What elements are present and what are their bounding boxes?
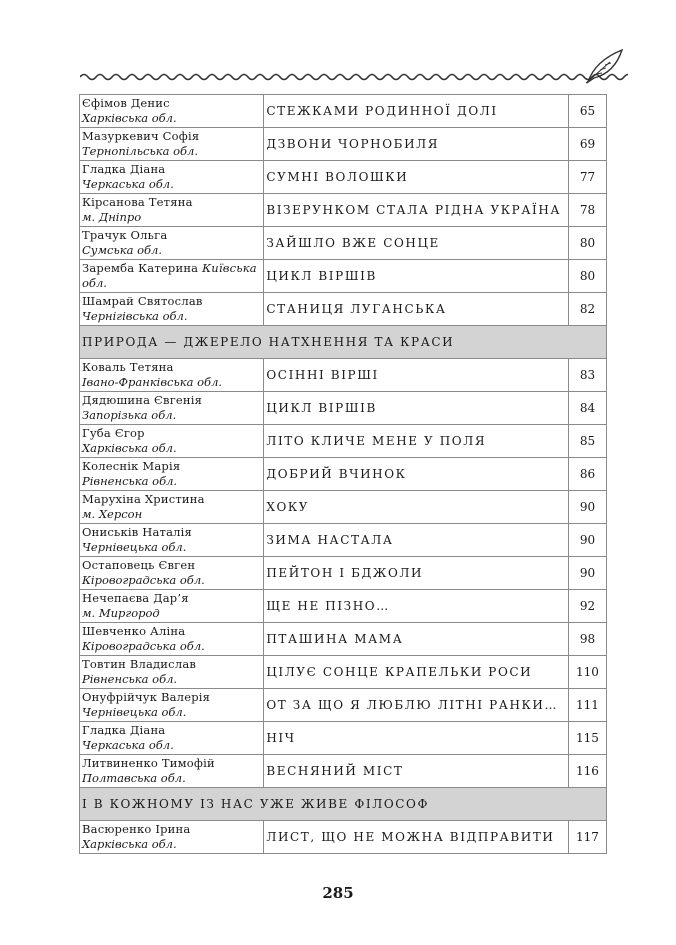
author-cell [80,722,264,755]
page-ref: 90 [568,524,606,557]
author-name [82,261,263,276]
author-name [82,195,263,210]
author-name-text: Нечепаєва Дар’я [82,591,189,605]
page-ref: 111 [568,689,606,722]
table-row [80,722,607,755]
author-region: Кіровоградська обл. [82,639,205,653]
author-name-text: Губа Єгор [82,426,145,440]
work-title: ВІЗЕРУНКОМ СТАЛА РІДНА УКРАЇНА [264,194,569,227]
table-row [80,161,607,194]
table-row [80,194,607,227]
author-region: Тернопільська обл. [82,144,199,158]
author-region: м. Миргород [82,606,160,620]
author-region: Чернігівська обл. [82,309,188,323]
wave-line [80,75,628,80]
author-cell [80,821,264,854]
author-cell [80,623,264,656]
author-name-text: Марухіна Христина [82,492,205,506]
author-name [82,294,263,309]
author-region: Сумська обл. [82,243,163,257]
author-cell [80,95,264,128]
author-name [82,129,263,144]
table-row [80,491,607,524]
author-region: Черкаська обл. [82,177,174,191]
section-heading: І В КОЖНОМУ ІЗ НАС УЖЕ ЖИВЕ ФІЛОСОФ [80,788,607,821]
work-title: ОТ ЗА ЩО Я ЛЮБЛЮ ЛІТНІ РАНКИ… [264,689,569,722]
section-heading-row [80,326,607,359]
table-row [80,95,607,128]
page-ref: 69 [568,128,606,161]
work-title: ЩЕ НЕ ПІЗНО… [264,590,569,623]
author-name [82,591,263,606]
page-ref: 90 [568,557,606,590]
page-ref: 83 [568,359,606,392]
table-row [80,656,607,689]
author-cell [80,590,264,623]
work-title: ОСІННІ ВІРШІ [264,359,569,392]
author-cell [80,557,264,590]
table-row [80,755,607,788]
author-region: Івано-Франківська обл. [82,375,223,389]
page-ref: 78 [568,194,606,227]
author-region: Запорізька обл. [82,408,177,422]
author-name [82,228,263,243]
author-region: Харківська обл. [82,441,177,455]
author-name-text: Трачук Ольга [82,228,168,242]
author-name [82,492,263,507]
table-row [80,590,607,623]
work-title: ЦИКЛ ВІРШІВ [264,260,569,293]
author-name-text: Шамрай Святослав [82,294,203,308]
author-region-start: Київська [202,261,257,275]
contents-table [79,94,607,854]
page-ref: 80 [568,260,606,293]
page-ref: 110 [568,656,606,689]
author-name-text: Коваль Тетяна [82,360,174,374]
author-cell [80,491,264,524]
author-cell [80,260,264,293]
author-region: Харківська обл. [82,837,177,851]
section-heading-row [80,788,607,821]
author-name-text: Єфімов Денис [82,96,170,110]
section-heading: ПРИРОДА — ДЖЕРЕЛО НАТХНЕННЯ ТА КРАСИ [80,326,607,359]
author-name [82,822,263,837]
page-ref: 117 [568,821,606,854]
author-cell [80,161,264,194]
page-ref: 84 [568,392,606,425]
table-row [80,425,607,458]
author-region: Кіровоградська обл. [82,573,205,587]
author-cell [80,359,264,392]
author-name [82,657,263,672]
author-name-text: Онуфрійчук Валерія [82,690,211,704]
author-name [82,723,263,738]
author-region: Харківська обл. [82,111,177,125]
table-row [80,392,607,425]
author-region: м. Дніпро [82,210,142,224]
page-ref: 90 [568,491,606,524]
table-row [80,524,607,557]
work-title: ДОБРИЙ ВЧИНОК [264,458,569,491]
work-title: ЗИМА НАСТАЛА [264,524,569,557]
page-ref: 92 [568,590,606,623]
author-region: Рівненська обл. [82,474,178,488]
author-cell [80,524,264,557]
author-region: Чернівецька обл. [82,705,187,719]
author-name [82,426,263,441]
page-ref: 115 [568,722,606,755]
author-region: м. Херсон [82,507,143,521]
table-row [80,458,607,491]
work-title: ЛИСТ, ЩО НЕ МОЖНА ВІДПРАВИТИ [264,821,569,854]
author-name [82,96,263,111]
author-cell [80,689,264,722]
author-name-text: Гладка Діана [82,162,166,176]
table-row [80,293,607,326]
author-name [82,393,263,408]
table-row [80,689,607,722]
table-row [80,227,607,260]
author-region: Черкаська обл. [82,738,174,752]
author-name-text: Остаповець Євген [82,558,196,572]
author-cell [80,128,264,161]
work-title: ПТАШИНА МАМА [264,623,569,656]
author-name [82,162,263,177]
author-cell [80,425,264,458]
work-title: СТАНИЦЯ ЛУГАНСЬКА [264,293,569,326]
header-ornament [80,48,628,84]
author-name-text: Ониськів Наталія [82,525,192,539]
work-title: ДЗВОНИ ЧОРНОБИЛЯ [264,128,569,161]
page-ref: 86 [568,458,606,491]
author-name-text: Заремба Катерина [82,261,199,275]
author-cell [80,458,264,491]
author-cell [80,392,264,425]
work-title: СУМНІ ВОЛОШКИ [264,161,569,194]
page-ref: 82 [568,293,606,326]
work-title: НІЧ [264,722,569,755]
author-cell [80,755,264,788]
author-name [82,558,263,573]
work-title: ЦИКЛ ВІРШІВ [264,392,569,425]
author-region: обл. [82,276,107,290]
table-row [80,557,607,590]
table-row [80,821,607,854]
author-name-text: Гладка Діана [82,723,166,737]
page-ref: 98 [568,623,606,656]
work-title: ЦІЛУЄ СОНЦЕ КРАПЕЛЬКИ РОСИ [264,656,569,689]
author-name [82,459,263,474]
author-cell [80,227,264,260]
author-name [82,525,263,540]
work-title: ЛІТО КЛИЧЕ МЕНЕ У ПОЛЯ [264,425,569,458]
table-row [80,359,607,392]
author-cell [80,194,264,227]
author-name-text: Мазуркевич Софія [82,129,200,143]
author-name-text: Кірсанова Тетяна [82,195,193,209]
page-ref: 85 [568,425,606,458]
author-name-text: Дядюшина Євгенія [82,393,203,407]
author-region: Чернівецька обл. [82,540,187,554]
page-ref: 116 [568,755,606,788]
author-name [82,690,263,705]
work-title: СТЕЖКАМИ РОДИННОЇ ДОЛІ [264,95,569,128]
author-name [82,624,263,639]
author-name-text: Литвиненко Тимофій [82,756,215,770]
author-cell [80,293,264,326]
work-title: ПЕЙТОН І БДЖОЛИ [264,557,569,590]
author-cell [80,656,264,689]
author-region: Рівненська обл. [82,672,178,686]
work-title: ЗАЙШЛО ВЖЕ СОНЦЕ [264,227,569,260]
table-row [80,260,607,293]
page-ref: 77 [568,161,606,194]
author-region: Полтавська обл. [82,771,186,785]
author-name [82,756,263,771]
author-name-text: Товтин Владислав [82,657,197,671]
table-row [80,623,607,656]
page-number: 285 [322,884,354,902]
table-row [80,128,607,161]
contents-table-body [80,95,607,854]
author-name [82,360,263,375]
work-title: ХОКУ [264,491,569,524]
author-name-text: Колеснік Марія [82,459,181,473]
work-title: ВЕСНЯНИЙ МІСТ [264,755,569,788]
page-ref: 65 [568,95,606,128]
author-name-text: Шевченко Аліна [82,624,186,638]
page-ref: 80 [568,227,606,260]
author-name-text: Васюренко Ірина [82,822,191,836]
